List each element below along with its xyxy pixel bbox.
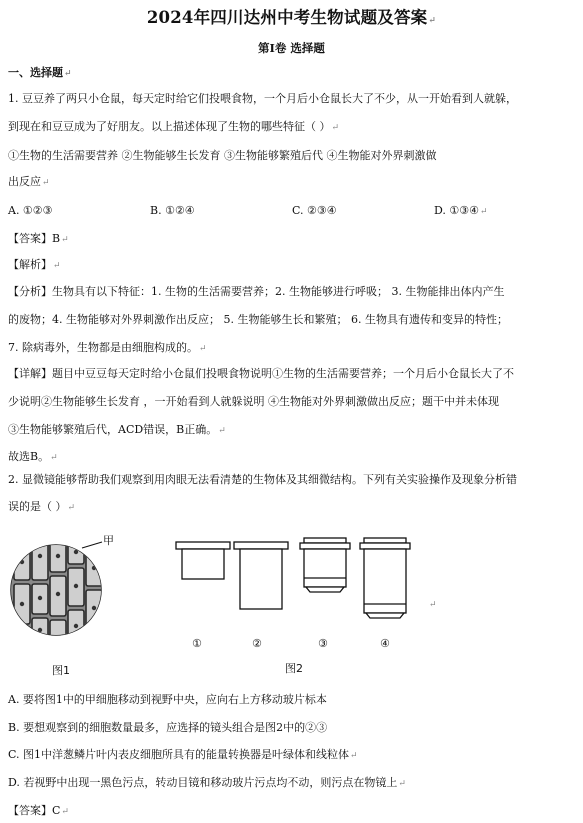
q1-analysis-line2: 的废物；4. 生物能够对外界刺激作出反应； 5. 生物能够生长和繁殖； 6. 生物具有遗传和变异的特性； (8, 313, 508, 326)
q1-detail-line1: 【详解】题目中豆豆每天定时给小仓鼠们投喂食物说明①生物的生活需要营养；一个月后小仓鼠长大了不 (8, 367, 514, 380)
lens-1-short-eyepiece (176, 542, 230, 579)
pointer-line (82, 542, 102, 548)
q1-option-a: A. ①②③ (8, 204, 53, 217)
q1-stem-line1: 1. 豆豆养了两只小仓鼠，每天定时给它们投喂食物，一个月后小仓鼠长大了不少，从一开始看到人就躲， (8, 92, 517, 105)
q1-analysis-heading: 【解析】↵ (8, 258, 61, 271)
q1-choices-line2: 出反应↵ (8, 175, 50, 188)
q2-answer: 【答案】C↵ (8, 804, 69, 817)
q2-option-d: D. 若视野中出现一黑色污点，转动目镜和移动玻片污点均不动，则污点在物镜上↵ (8, 776, 406, 789)
document-title: 2024年四川达州中考生物试题及答案↵ (146, 8, 437, 27)
q1-analysis-line3: 7. 除病毒外，生物都是由细胞构成的。↵ (8, 341, 207, 354)
q1-choices-line1: ①生物的生活需要营养 ②生物能够生长发育 ③生物能够繁殖后代 ④生物能对外界刺激做 (8, 149, 437, 162)
q1-detail-line2: 少说明②生物能够生长发育 ，一开始看到人就躲说明 ④生物能对外界刺激做出反应；题干中并未体现 (8, 395, 499, 408)
figure2-caption: 图2 (285, 662, 303, 675)
cell-jia-label: 甲 (103, 534, 114, 547)
section-heading: 一、选择题↵ (8, 66, 72, 79)
q2-stem-line2: 误的是（ ）↵ (8, 500, 76, 513)
figure2-return-mark: ↵ (429, 600, 437, 610)
lens-2-long-eyepiece (234, 542, 288, 609)
lens-4-long-objective (360, 538, 410, 618)
lens-number-1: ① (192, 637, 202, 650)
q1-option-d: D. ①③④↵ (434, 204, 488, 217)
figure2-lenses (170, 536, 430, 626)
figure1-caption: 图1 (52, 664, 70, 677)
lens-number-2: ② (252, 637, 262, 650)
q1-option-c: C. ②③④ (292, 204, 337, 217)
q2-option-c: C. 图1中洋葱鳞片叶内表皮细胞所具有的能量转换器是叶绿体和线粒体↵ (8, 748, 358, 761)
part-heading: 第Ⅰ卷 选择题 (258, 41, 325, 55)
q1-answer: 【答案】B↵ (8, 232, 69, 245)
q2-option-b: B. 要想观察到的细胞数量最多，应选择的镜头组合是图2中的②③ (8, 721, 328, 734)
q1-option-b: B. ①②④ (150, 204, 195, 217)
q1-analysis-line1: 【分析】生物具有以下特征：1. 生物的生活需要营养；2. 生物能够进行呼吸； 3. 生物能排出体内产生 (8, 285, 505, 298)
lens-number-4: ④ (380, 637, 390, 650)
q1-conclusion: 故选B。↵ (8, 450, 58, 463)
q1-stem-line2: 到现在和豆豆成为了好朋友。以上描述体现了生物的哪些特征（ ）↵ (8, 120, 340, 133)
q2-stem-line1: 2. 显微镜能够帮助我们观察到用肉眼无法看清楚的生物体及其细微结构。下列有关实验操作及现象分析错 (8, 473, 517, 486)
q1-detail-line3: ③生物能够繁殖后代，ACD错误，B正确。↵ (8, 423, 226, 436)
lens-3-short-objective (300, 538, 350, 592)
q2-option-a: A. 要将图1中的甲细胞移动到视野中央，应向右上方移动玻片标本 (8, 693, 327, 706)
lens-number-3: ③ (318, 637, 328, 650)
